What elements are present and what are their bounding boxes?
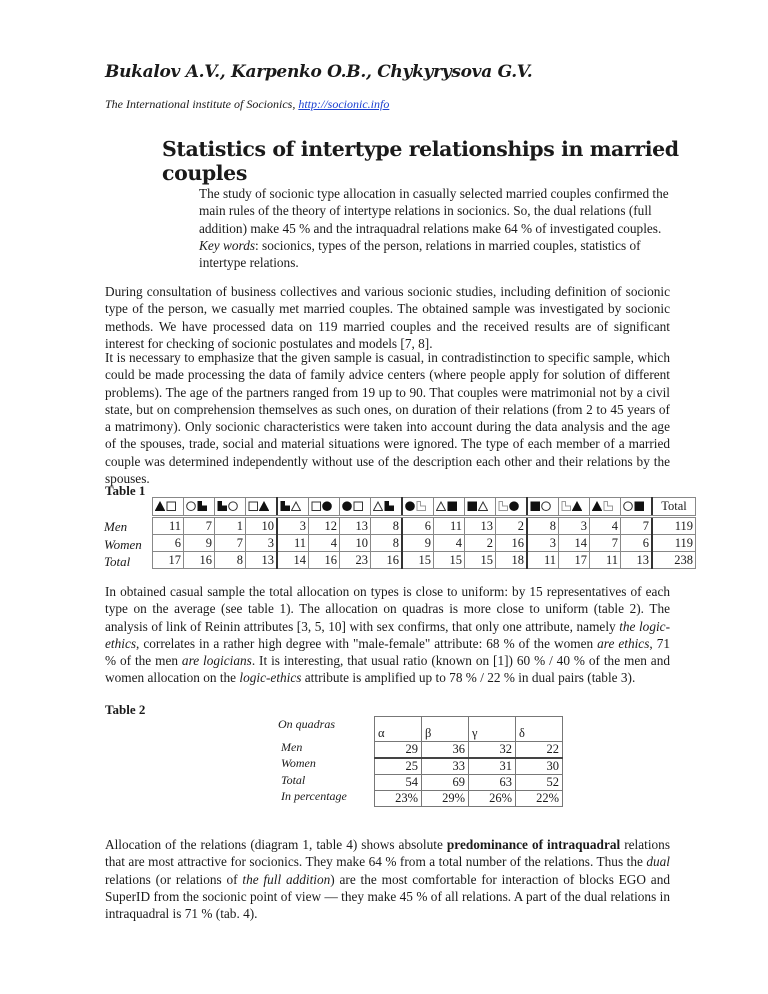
cell-men: 11 (153, 517, 184, 535)
cell-women: 16 (496, 535, 528, 552)
cell-total: 8 (215, 552, 246, 569)
type-column-header (215, 498, 246, 517)
table-1 (152, 497, 696, 569)
paragraph-1-text: During consultation of business collectives and various socionic studies, including definition of socionic type of the person, we casually met married couples. The obtained sample was investigated by socionic methods. We have processed data on 119 married couples and the received results are of significant interest for checking of socionic postulates and models [7, 8]. (105, 284, 670, 351)
square-outline-icon (248, 501, 258, 511)
l-shape-outline-icon (416, 501, 426, 511)
triangle-outline-icon (436, 501, 446, 511)
type-column-header (309, 498, 340, 517)
cell-women: 4 (309, 535, 340, 552)
cell-total-women: 119 (652, 535, 696, 552)
cell-total: 14 (277, 552, 309, 569)
triangle-filled-icon (572, 501, 582, 511)
keywords (199, 237, 669, 272)
paragraph-3 (105, 583, 670, 687)
cell-total: 17 (153, 552, 184, 569)
l-shape-filled-icon (197, 501, 207, 511)
cell-total: 15 (402, 552, 434, 569)
cell-men: 7 (621, 517, 653, 535)
cell-men: 1 (215, 517, 246, 535)
circle-filled-icon (342, 501, 352, 511)
paragraph-2-text: It is necessary to emphasize that the given sample is casual, in contradistinction to specific sample, which could be made processing the data of family advice centers (where people apply for solution of different problems). The age of the partners ranged from 19 up to 90. That couples were matrimonial not by a civil state, but on comprehension themselves as such ones, on duration of their relations (from 2 to 45 years of a matrimony). Only socionic characteristics were taken into account during the data analysis and the age of the spouses, trade, social and material situations were ignored. The type of each member of a married couple was determined independently without use of the description each other and their relations by the spouses. (105, 350, 670, 487)
square-outline-icon (353, 501, 363, 511)
type-column-header (246, 498, 278, 517)
type-column-header (434, 498, 465, 517)
keywords-text: : socionics, types of the person, relations in married couples, statistics of intertype relations. (199, 237, 641, 271)
cell-women: 6 (621, 535, 653, 552)
type-column-header (465, 498, 496, 517)
cell-men: 8 (371, 517, 403, 535)
type-column-header (371, 498, 403, 517)
square-outline-icon (311, 501, 321, 511)
cell-total: 13 (621, 552, 653, 569)
table-row: 29 36 32 22 (375, 742, 563, 759)
cell-women: 6 (153, 535, 184, 552)
circle-filled-icon (509, 501, 519, 511)
abstract-text: The study of socionic type allocation in casually selected married couples confirmed the main rules of the theory of intertype relations in socionics. So, the dual relations (full addition) make 45 % and the intraquadral relations make 64 % of investigated couples. (199, 186, 669, 236)
table-1-row-labels (104, 518, 142, 571)
circle-outline-icon (541, 501, 551, 511)
cell-men: 10 (246, 517, 278, 535)
cell-men: 11 (434, 517, 465, 535)
cell-women: 2 (465, 535, 496, 552)
affiliation-text: The International institute of Socionics, (105, 97, 299, 111)
cell-women: 14 (559, 535, 590, 552)
cell-women: 9 (402, 535, 434, 552)
triangle-outline-icon (478, 501, 488, 511)
triangle-outline-icon (373, 501, 383, 511)
type-column-header (559, 498, 590, 517)
cell-women: 10 (340, 535, 371, 552)
cell-total-men: 119 (652, 517, 696, 535)
square-filled-icon (634, 501, 644, 511)
triangle-filled-icon (592, 501, 602, 511)
cell-men: 3 (559, 517, 590, 535)
table-row (153, 517, 696, 535)
l-shape-filled-icon (280, 501, 290, 511)
type-column-header (340, 498, 371, 517)
cell-women: 9 (184, 535, 215, 552)
cell-total: 15 (434, 552, 465, 569)
cell-men: 2 (496, 517, 528, 535)
type-column-header (621, 498, 653, 517)
table-1-label: Table 1 (105, 483, 146, 498)
circle-filled-icon (322, 501, 332, 511)
row-label-men: Men (104, 519, 128, 534)
l-shape-outline-icon (561, 501, 571, 511)
cell-total: 13 (246, 552, 278, 569)
cell-women: 7 (590, 535, 621, 552)
l-shape-filled-icon (217, 501, 227, 511)
paragraph-2 (105, 349, 670, 487)
type-column-header (590, 498, 621, 517)
triangle-filled-icon (259, 501, 269, 511)
type-column-header (277, 498, 309, 517)
l-shape-outline-icon (498, 501, 508, 511)
cell-women: 3 (246, 535, 278, 552)
l-shape-filled-icon (384, 501, 394, 511)
table-row (153, 535, 696, 552)
column-delta: δ (516, 717, 563, 742)
table-row: 54 69 63 52 (375, 775, 563, 791)
circle-filled-icon (405, 501, 415, 511)
type-column-header (496, 498, 528, 517)
cell-men: 7 (184, 517, 215, 535)
column-gamma: γ (469, 717, 516, 742)
cell-men: 12 (309, 517, 340, 535)
cell-total: 16 (184, 552, 215, 569)
cell-total: 16 (371, 552, 403, 569)
paragraph-1 (105, 283, 670, 352)
total-column-header: Total (652, 498, 696, 517)
triangle-outline-icon (291, 501, 301, 511)
cell-women: 7 (215, 535, 246, 552)
paper-title: Statistics of intertype relationships in married couples (162, 137, 679, 185)
type-column-header (184, 498, 215, 517)
cell-total: 17 (559, 552, 590, 569)
square-filled-icon (530, 501, 540, 511)
l-shape-outline-icon (603, 501, 613, 511)
cell-men: 13 (340, 517, 371, 535)
table-2-label: Table 2 (105, 702, 146, 717)
cell-total: 11 (527, 552, 559, 569)
cell-women: 4 (434, 535, 465, 552)
row-label-men: Men (281, 739, 303, 754)
circle-outline-icon (186, 501, 196, 511)
triangle-filled-icon (155, 501, 165, 511)
cell-total: 16 (309, 552, 340, 569)
cell-total-total: 238 (652, 552, 696, 569)
cell-total: 15 (465, 552, 496, 569)
table-row: 23% 29% 26% 22% (375, 791, 563, 807)
cell-total: 23 (340, 552, 371, 569)
affiliation (105, 97, 389, 112)
column-beta: β (422, 717, 469, 742)
cell-men: 13 (465, 517, 496, 535)
column-alpha: α (375, 717, 422, 742)
keywords-label: Key words (199, 237, 256, 253)
cell-men: 3 (277, 517, 309, 535)
cell-men: 4 (590, 517, 621, 535)
circle-outline-icon (623, 501, 633, 511)
table-2-header-label: On quadras (278, 717, 336, 731)
cell-women: 11 (277, 535, 309, 552)
square-filled-icon (467, 501, 477, 511)
paragraph-3-text: In obtained casual sample the total allocation on types is close to uniform: by 15 representatives of each type on the average (see table 1). The allocation on quadras is more close to uniform (table 2). The analysis of link of Reinin attributes [3, 5, 10] with sex confirms, that only one attribute, namely the logic-ethics, correlates in a rather high degree with "male-female" attribute: 68 % of the women are ethics, 71 % of the men are logicians. It is interesting, that usual ratio (known on [1]) 60 % / 40 % of the men and women allocation on the logic-ethics attribute is amplified up to 78 % / 22 % in dual pairs (table 3). (105, 584, 671, 686)
cell-men: 8 (527, 517, 559, 535)
square-outline-icon (166, 501, 176, 511)
abstract (199, 185, 669, 271)
square-filled-icon (447, 501, 457, 511)
row-label-women: Women (281, 756, 316, 770)
circle-outline-icon (228, 501, 238, 511)
cell-total: 18 (496, 552, 528, 569)
authors: Bukalov A.V., Karpenko O.B., Chykyrysova G.V. (105, 62, 533, 82)
table-row (153, 552, 696, 569)
table-2 (374, 716, 563, 807)
cell-total: 11 (590, 552, 621, 569)
row-label-total: Total (281, 772, 306, 787)
type-column-header (153, 498, 184, 517)
row-label-total: Total (104, 554, 131, 569)
paragraph-4-text: Allocation of the relations (diagram 1, table 4) shows absolute predominance of intraquadral relations that are most attractive for socionics. They make 64 % from a total number of the relations. Thus the dual relations (or relations of the full addition) are the most comfortable for interaction of blocks EGO and SuperID from the socionic point of view — they make 45 % of all relations. A part of the dual relations in intraquadral is 71 % (tab. 4). (105, 837, 671, 922)
affiliation-link[interactable]: http://socionic.info (298, 97, 390, 111)
cell-men: 6 (402, 517, 434, 535)
table-2-row-labels (278, 716, 347, 805)
table-row: 25 33 31 30 (375, 758, 563, 775)
type-column-header (527, 498, 559, 517)
type-column-header (402, 498, 434, 517)
cell-women: 3 (527, 535, 559, 552)
cell-women: 8 (371, 535, 403, 552)
row-label-percentage: In percentage (281, 789, 347, 803)
paragraph-4 (105, 836, 670, 922)
row-label-women: Women (104, 536, 142, 552)
